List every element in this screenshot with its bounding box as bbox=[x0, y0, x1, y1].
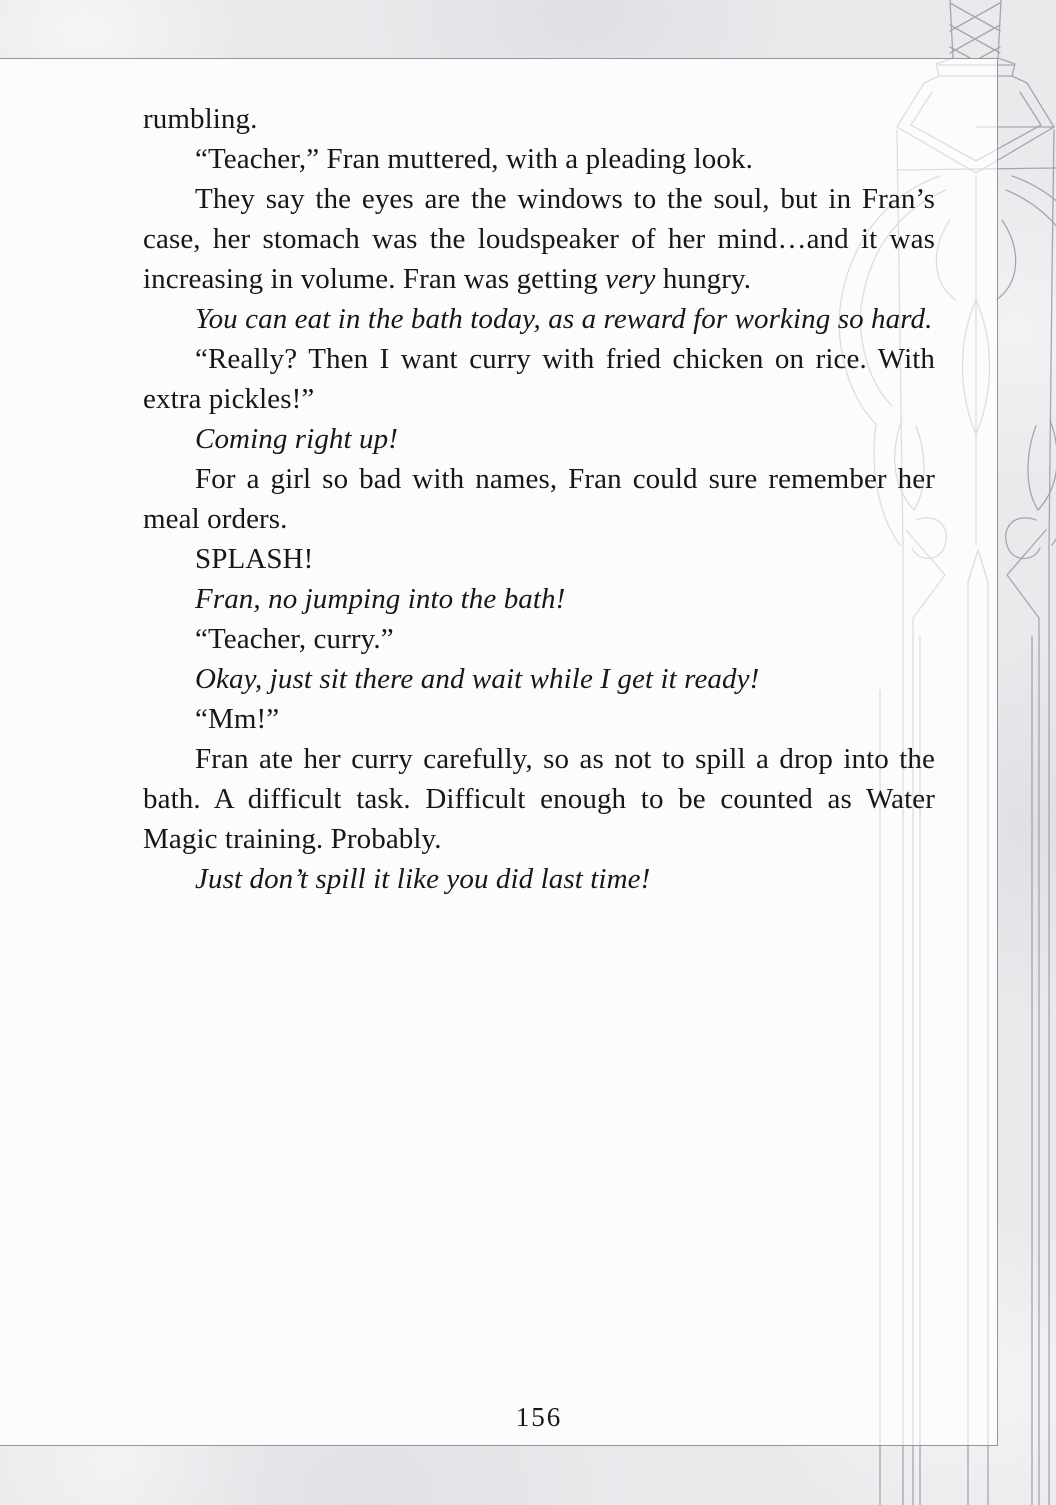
paragraph bbox=[143, 139, 935, 179]
paragraph bbox=[143, 699, 935, 739]
paragraph bbox=[143, 659, 935, 699]
paragraph bbox=[143, 299, 935, 339]
paragraph bbox=[143, 739, 935, 859]
text-segment: Fran, no jumping into the bath! bbox=[195, 583, 566, 615]
text-segment: They say the eyes are the windows to the soul, but in Fran’s case, her stomach was the loudspeaker of her mind…and it was increasing in volume. Fran was getting bbox=[143, 183, 935, 295]
text-segment: Coming right up! bbox=[195, 423, 398, 455]
paragraph bbox=[143, 99, 935, 139]
body-text bbox=[143, 99, 935, 899]
text-segment: Just don’t spill it like you did last time! bbox=[195, 863, 651, 895]
text-segment: rumbling. bbox=[143, 103, 258, 135]
text-segment: “Really? Then I want curry with fried chicken on rice. With extra pickles!” bbox=[143, 343, 935, 415]
paragraph bbox=[143, 539, 935, 579]
paragraph bbox=[143, 179, 935, 299]
paragraph bbox=[143, 419, 935, 459]
text-segment: Fran ate her curry carefully, so as not to spill a drop into the bath. A difficult task. Difficult enough to be counted as Water Magic training. Probably. bbox=[143, 743, 935, 855]
text-segment: hungry. bbox=[655, 263, 752, 295]
text-segment: Okay, just sit there and wait while I get it ready! bbox=[195, 663, 760, 695]
text-segment: You can eat in the bath today, as a reward for working so hard. bbox=[195, 303, 933, 335]
page-number: 156 bbox=[515, 1402, 563, 1432]
paragraph bbox=[143, 459, 935, 539]
text-segment: “Teacher,” Fran muttered, with a pleading look. bbox=[195, 143, 753, 175]
paragraph bbox=[143, 859, 935, 899]
text-segment: SPLASH! bbox=[195, 543, 314, 575]
paragraph bbox=[143, 579, 935, 619]
text-segment: “Mm!” bbox=[195, 703, 280, 735]
text-segment: very bbox=[605, 263, 656, 295]
paragraph bbox=[143, 339, 935, 419]
text-segment: For a girl so bad with names, Fran could sure remember her meal orders. bbox=[143, 463, 935, 535]
page-content-panel bbox=[0, 58, 998, 1446]
paragraph bbox=[143, 619, 935, 659]
text-segment: “Teacher, curry.” bbox=[195, 623, 394, 655]
